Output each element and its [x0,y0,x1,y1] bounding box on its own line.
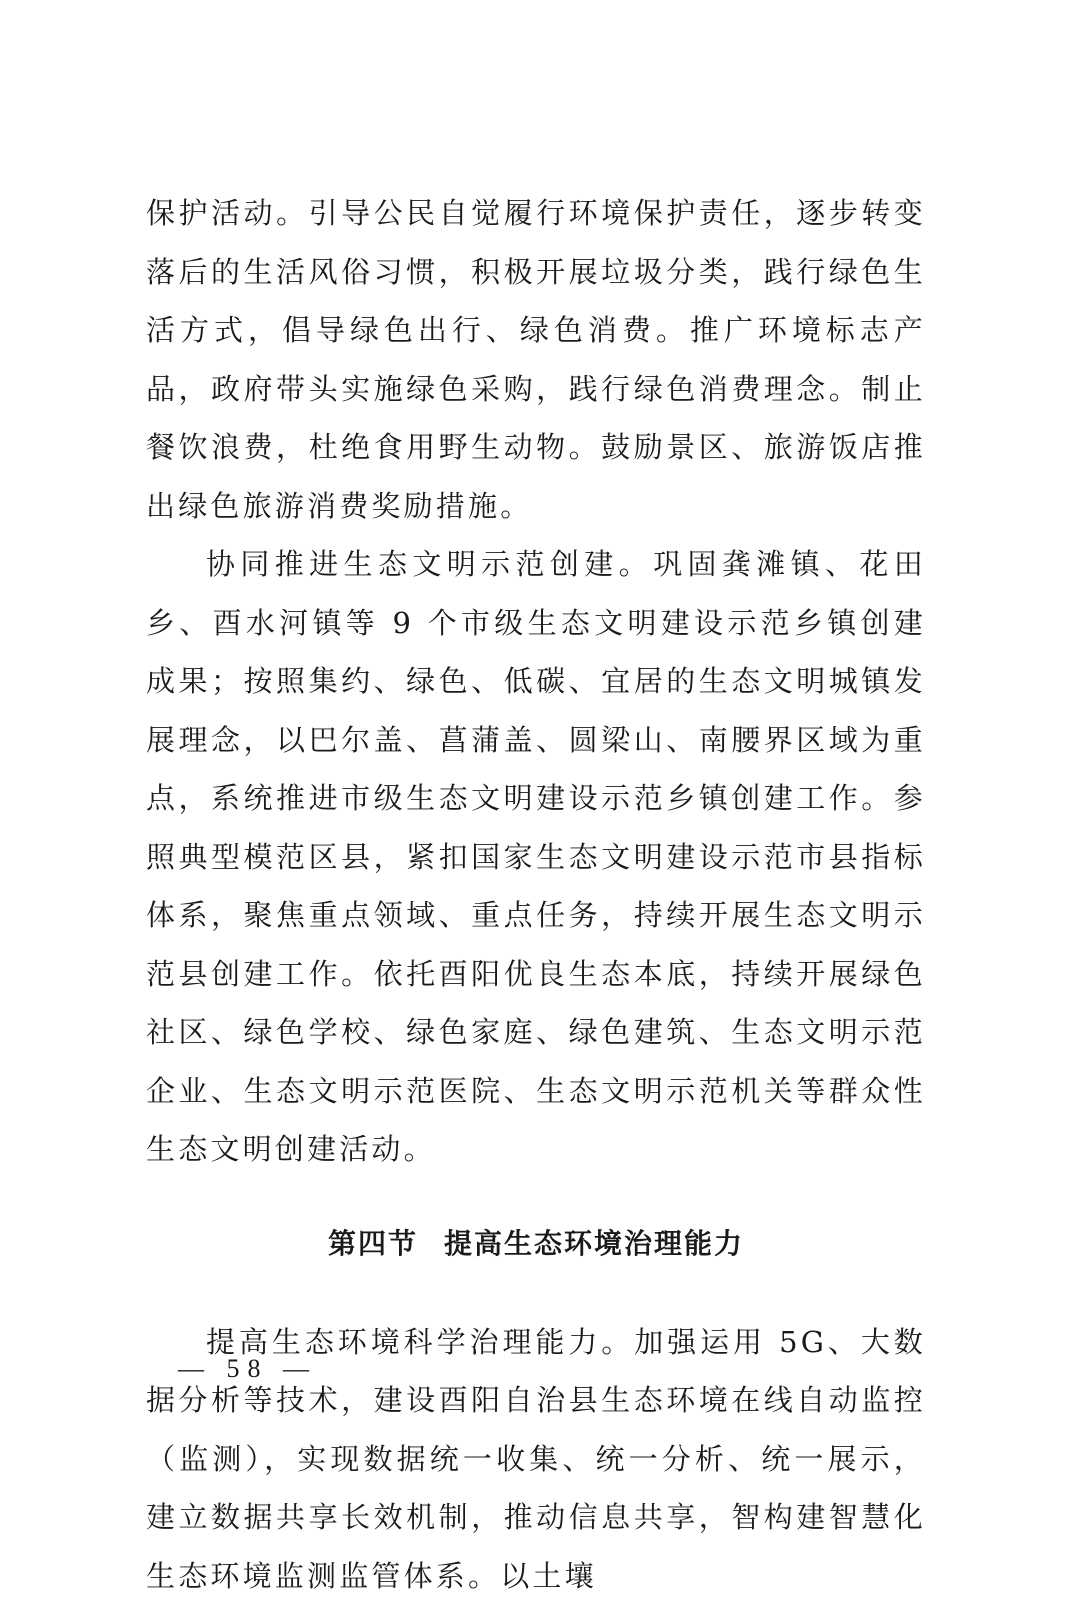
section-number: 第四节 [328,1227,418,1260]
section-title: 提高生态环境治理能力 [444,1227,744,1260]
page-number: — 58 — [178,1354,317,1384]
paragraph-eco-demonstration: 协同推进生态文明示范创建。巩固龚滩镇、花田乡、酉水河镇等 9 个市级生态文明建设示范乡镇创建成果；按照集约、绿色、低碳、宜居的生态文明城镇发展理念，以巴尔盖、菖蒲盖、圆梁山、南腰界区域为重点，系统推进市级生态文明建设示范乡镇创建工作。参照典型模范区县，紧扣国家生态文明建设示范市县指标体系，聚焦重点领域、重点任务，持续开展生态文明示范县创建工作。依托酉阳优良生态本底，持续开展绿色社区、绿色学校、绿色家庭、绿色建筑、生态文明示范企业、生态文明示范医院、生态文明示范机关等群众性生态文明创建活动。 [146,535,926,1179]
document-body [146,184,926,1605]
paragraph-continuation: 保护活动。引导公民自觉履行环境保护责任，逐步转变落后的生活风俗习惯，积极开展垃圾分类，践行绿色生活方式，倡导绿色出行、绿色消费。推广环境标志产品，政府带头实施绿色采购，践行绿色消费理念。制止餐饮浪费，杜绝食用野生动物。鼓励景区、旅游饭店推出绿色旅游消费奖励措施。 [146,184,926,535]
section-heading [146,1215,926,1273]
paragraph-governance-capacity: 提高生态环境科学治理能力。加强运用 5G、大数据分析等技术，建设酉阳自治县生态环境在线自动监控（监测），实现数据统一收集、统一分析、统一展示，建立数据共享长效机制，推动信息共享，智构建智慧化生态环境监测监管体系。以土壤 [146,1313,926,1605]
